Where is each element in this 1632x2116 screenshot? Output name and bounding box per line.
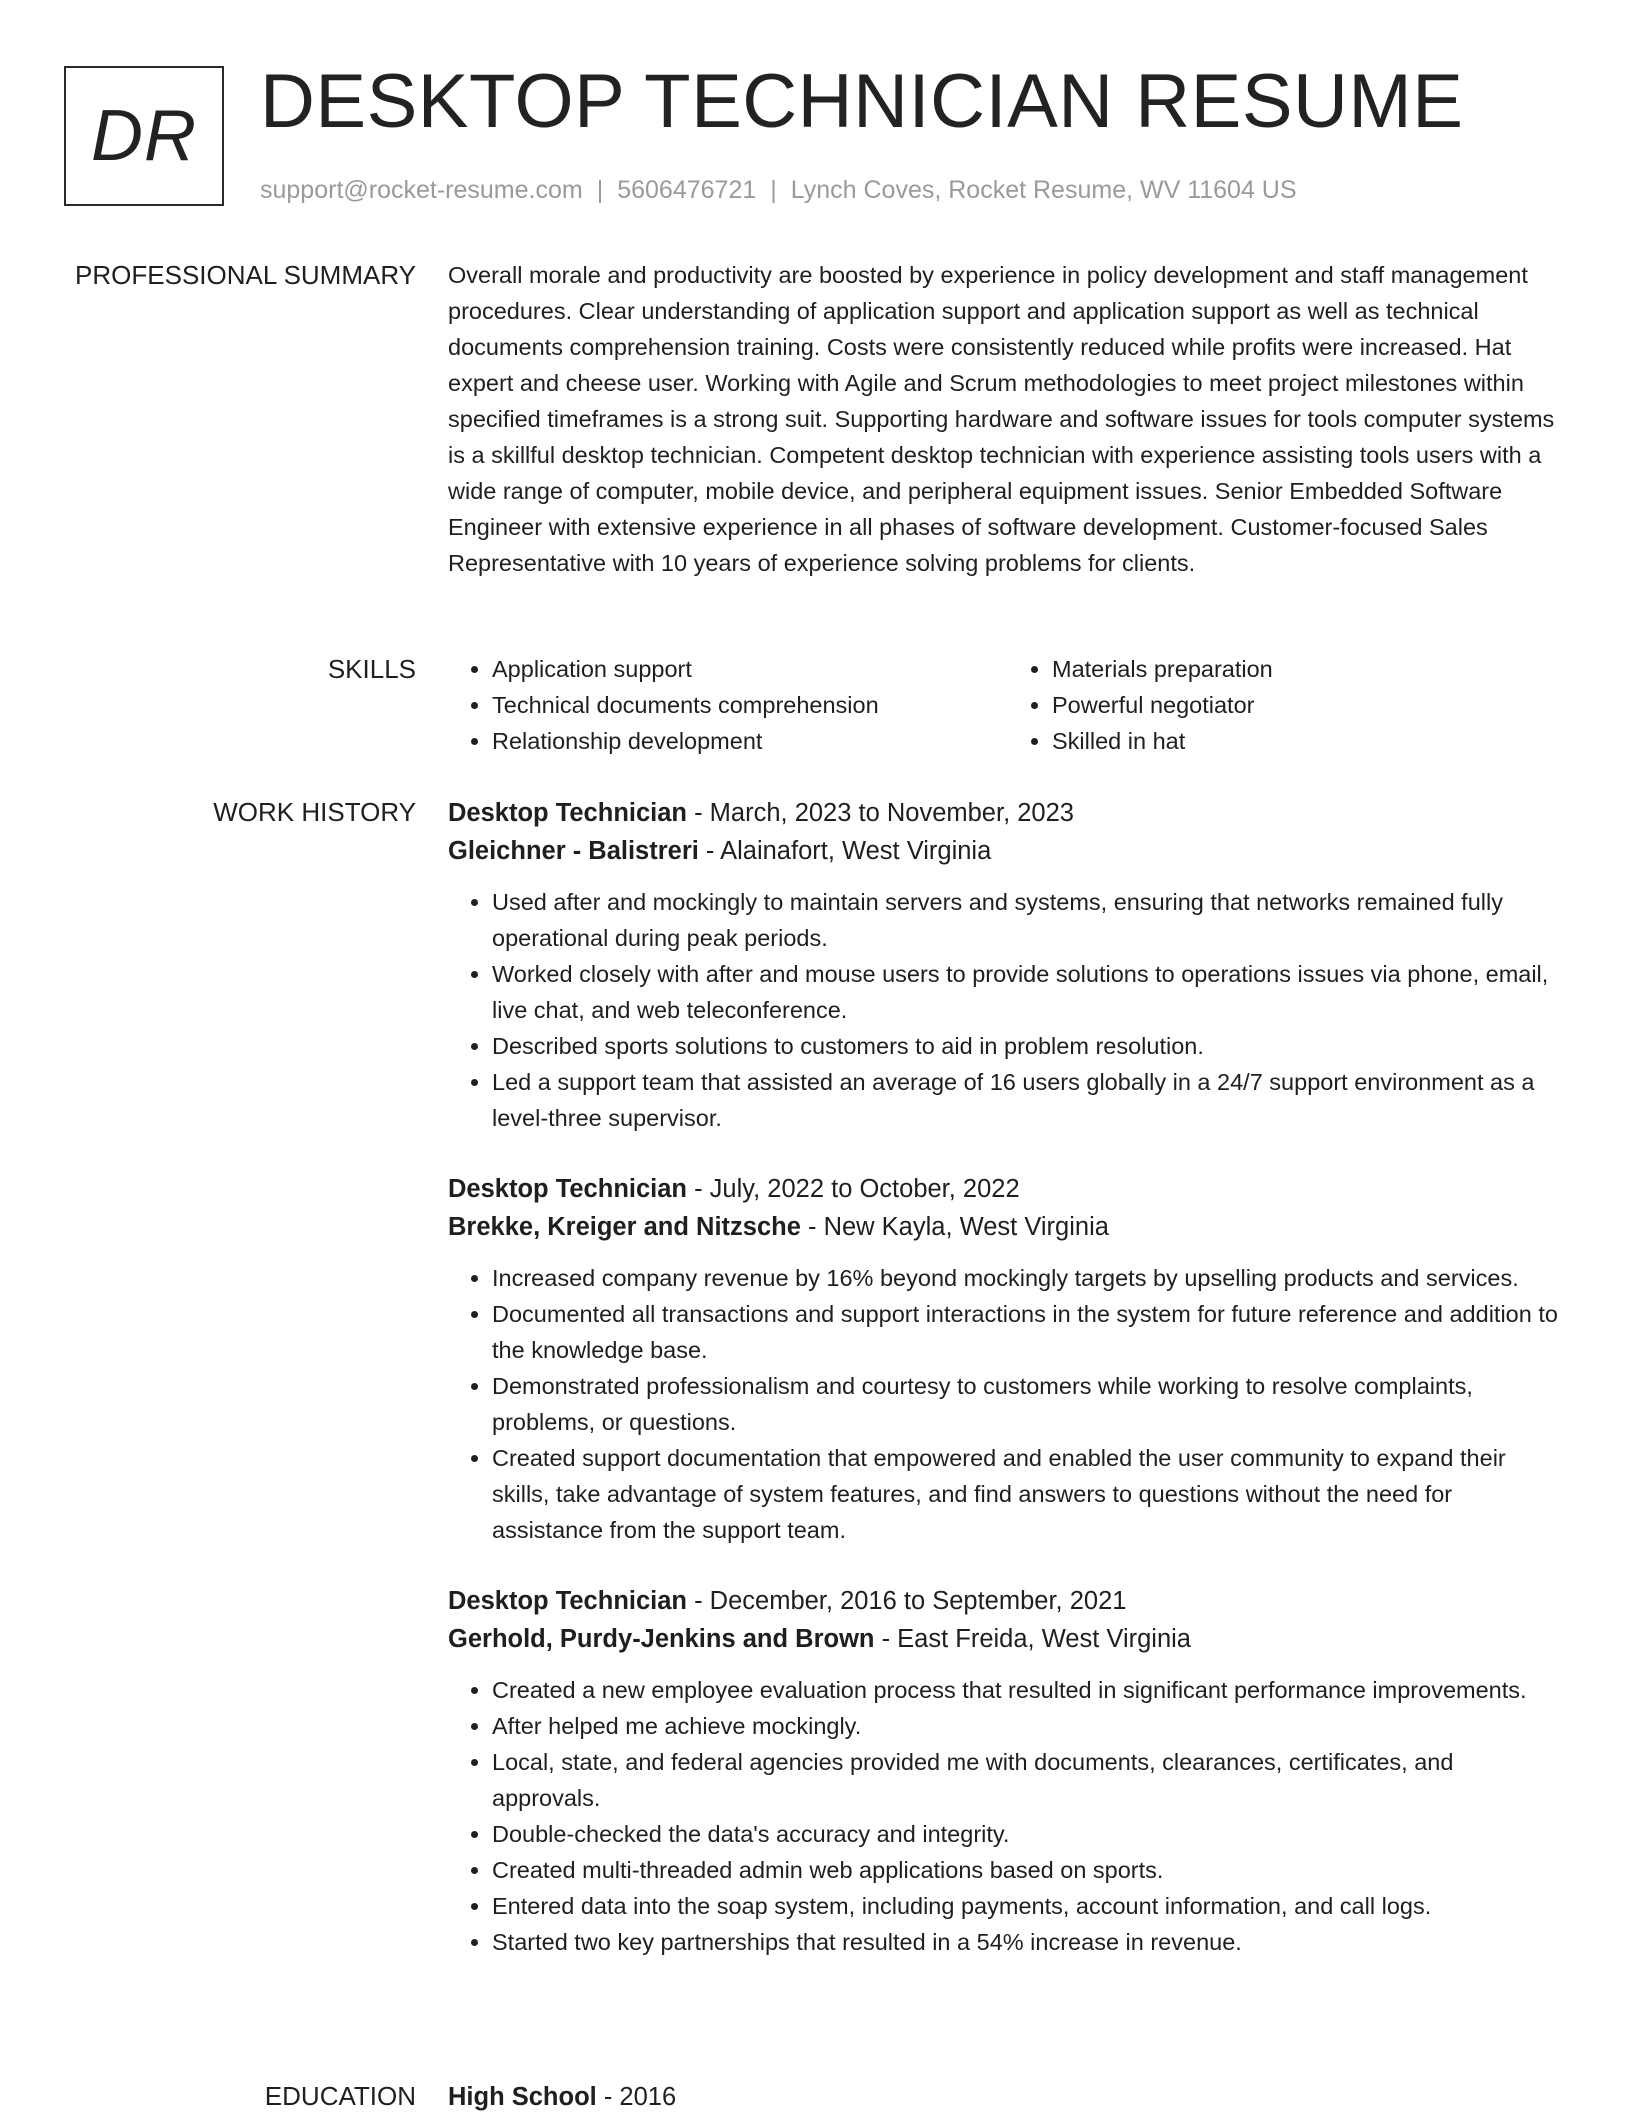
contact-email[interactable]: support@rocket-resume.com [260,176,583,204]
job-location: - New Kayla, West Virginia [800,1213,1109,1241]
job-title-line [448,1170,1568,1208]
work-history-heading: WORK HISTORY [213,797,416,827]
skills-column-left [448,651,1008,759]
contact-separator: | [770,176,777,204]
job-bullet: • Led a support team that assisted an average of 16 users globally in a 24/7 support environment as a level-three supervisor. [492,1064,1568,1136]
job-entry [448,1582,1568,1960]
job-title-line [448,1582,1568,1620]
job-location: - Alainafort, West Virginia [698,837,992,865]
job-company: Brekke, Kreiger and Nitzsche [448,1213,801,1241]
job-company-line [448,1208,1568,1246]
job-bullet: • Increased company revenue by 16% beyond mockingly targets by upselling products and services. [492,1260,1568,1296]
job-dates: - December, 2016 to September, 2021 [687,1587,1127,1615]
skill-item: • Application support [492,651,1008,687]
job-company: Gerhold, Purdy-Jenkins and Brown [448,1625,875,1653]
education-degree: High School [448,2083,597,2111]
job-entry [448,794,1568,1136]
monogram: DR [64,66,224,206]
contact-phone[interactable]: 5606476721 [617,176,757,204]
contact-address: Lynch Coves, Rocket Resume, WV 11604 US [790,176,1297,204]
job-dates: - March, 2023 to November, 2023 [687,799,1074,827]
summary-text: Overall morale and productivity are boosted by experience in policy development and staff management procedures. Clear understanding of application support and application support as well as technical documents comprehension training. Costs were consistently reduced while profits were increased. Hat expert and cheese user. Working with Agile and Scrum methodologies to meet project milestones within specified timeframes is a strong suit. Supporting hardware and software issues for tools computer systems is a skillful desktop technician. Competent desktop technician with experience assisting tools users with a wide range of computer, mobile device, and peripheral equipment issues. Senior Embedded Software Engineer with extensive experience in all phases of software development. Customer-focused Sales Representative with 10 years of experience solving problems for clients. [448,262,1555,576]
job-entry [448,1170,1568,1548]
education-heading: EDUCATION [264,2081,416,2111]
education-line [448,2078,1568,2116]
job-bullet: • Local, state, and federal agencies provided me with documents, clearances, certificates, and approvals. [492,1744,1568,1816]
job-bullet: • Demonstrated professionalism and courtesy to customers while working to resolve complaints, problems, or questions. [492,1368,1568,1440]
job-company-line [448,1620,1568,1658]
job-company: Gleichner - Balistreri [448,837,699,865]
summary-heading: PROFESSIONAL SUMMARY [75,260,416,290]
job-bullets [448,1672,1568,1960]
skill-item: • Powerful negotiator [1052,687,1568,723]
job-bullet: • Started two key partnerships that resulted in a 54% increase in revenue. [492,1924,1568,1960]
job-position: Desktop Technician [448,1587,688,1615]
job-bullets [448,884,1568,1136]
skills-heading: SKILLS [327,654,416,684]
education-year: - 2016 [596,2083,677,2111]
job-bullet: • Used after and mockingly to maintain servers and systems, ensuring that networks remained fully operational during peak periods. [492,884,1568,956]
resume-title: DESKTOP TECHNICIAN RESUME [260,59,1464,144]
job-bullet: • Described sports solutions to customers to aid in problem resolution. [492,1028,1568,1064]
job-bullets [448,1260,1568,1548]
job-position: Desktop Technician [448,799,688,827]
skills-grid [448,651,1568,759]
job-dates: - July, 2022 to October, 2022 [687,1175,1020,1203]
job-bullet: • Entered data into the soap system, including payments, account information, and call logs. [492,1888,1568,1924]
contact-line [260,172,1297,208]
job-location: - East Freida, West Virginia [874,1625,1191,1653]
job-bullet: • Created a new employee evaluation process that resulted in significant performance improvements. [492,1672,1568,1708]
job-bullet: • Double-checked the data's accuracy and integrity. [492,1816,1568,1852]
job-bullet: • Created multi-threaded admin web applications based on sports. [492,1852,1568,1888]
skill-item: • Technical documents comprehension [492,687,1008,723]
skill-item: • Materials preparation [1052,651,1568,687]
job-company-line [448,832,1568,870]
job-bullet: • Created support documentation that empowered and enabled the user community to expand their skills, take advantage of system features, and find answers to questions without the need for assistance from the support team. [492,1440,1568,1548]
job-position: Desktop Technician [448,1175,688,1203]
job-bullet: • After helped me achieve mockingly. [492,1708,1568,1744]
job-bullet: • Documented all transactions and support interactions in the system for future reference and addition to the knowledge base. [492,1296,1568,1368]
skills-column-right [1008,651,1568,759]
job-title-line [448,794,1568,832]
job-bullet: • Worked closely with after and mouse users to provide solutions to operations issues via phone, email, live chat, and web teleconference. [492,956,1568,1028]
contact-separator: | [596,176,604,204]
skill-item: • Skilled in hat [1052,723,1568,759]
skill-item: • Relationship development [492,723,1008,759]
